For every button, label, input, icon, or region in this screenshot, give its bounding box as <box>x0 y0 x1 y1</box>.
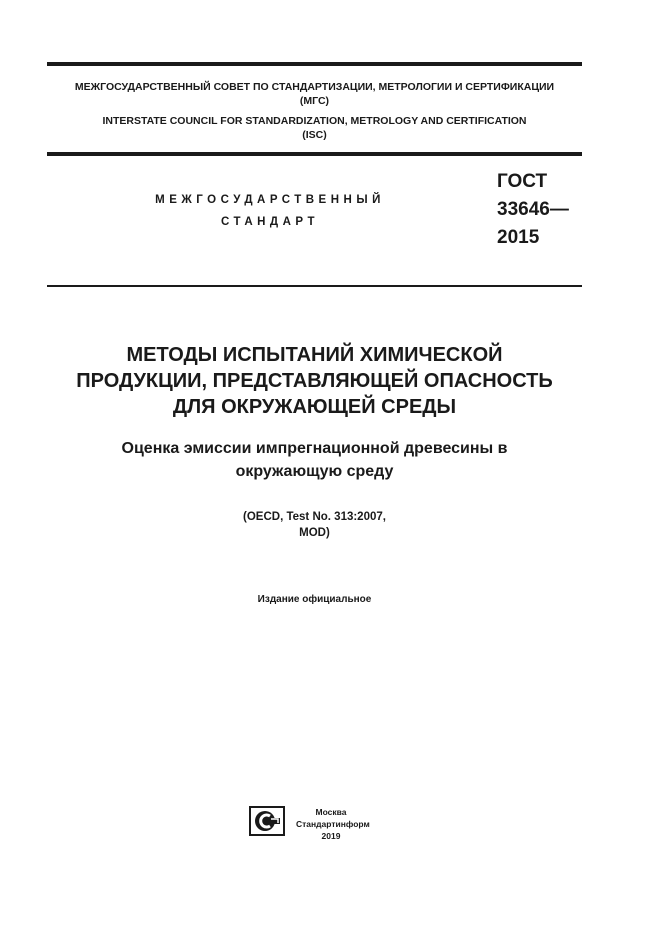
edition-note: Издание официальное <box>257 594 372 605</box>
title-line1: МЕТОДЫ ИСПЫТАНИЙ ХИМИЧЕСКОЙ <box>126 344 503 366</box>
publisher-name: Стандартинформ <box>296 819 370 829</box>
gost-designation <box>497 168 569 252</box>
standard-label <box>120 189 420 233</box>
header-bottom-rule <box>47 152 582 156</box>
gost-line3: 2015 <box>497 227 540 248</box>
council-block <box>47 80 582 142</box>
publisher-block <box>296 806 370 842</box>
council-ru-line1: МЕЖГОСУДАРСТВЕННЫЙ СОВЕТ ПО СТАНДАРТИЗАЦИИ, МЕТРОЛОГИИ И СЕРТИФИКАЦИИ <box>74 81 555 93</box>
publisher-city: Москва <box>315 807 347 817</box>
oecd-reference <box>47 509 582 541</box>
title-line2: ПРОДУКЦИИ, ПРЕДСТАВЛЯЮЩЕЙ ОПАСНОСТЬ <box>76 370 553 392</box>
reference-line2: MOD) <box>299 527 330 539</box>
title-line3: ДЛЯ ОКРУЖАЮЩЕЙ СРЕДЫ <box>172 396 457 418</box>
council-en-line2: (ISC) <box>302 129 327 141</box>
standard-label-line1: МЕЖГОСУДАРСТВЕННЫЙ <box>155 194 385 206</box>
document-title <box>47 342 582 420</box>
council-ru-line2: (МГС) <box>299 95 330 107</box>
standartinform-logo-icon <box>249 806 285 836</box>
reference-line1: (OECD, Test No. 313:2007, <box>243 511 386 523</box>
document-subtitle <box>47 437 582 483</box>
subtitle-line2: окружающую среду <box>235 463 394 480</box>
gost-line1: ГОСТ <box>497 171 548 192</box>
gost-line2: 33646— <box>497 199 569 220</box>
subtitle-line1: Оценка эмиссии импрегнационной древесины в <box>121 440 508 457</box>
top-rule <box>47 62 582 66</box>
designation-bottom-rule <box>47 285 582 287</box>
standard-label-line2: СТАНДАРТ <box>221 216 319 228</box>
council-en-line1: INTERSTATE COUNCIL FOR STANDARDIZATION, METROLOGY AND CERTIFICATION <box>102 115 527 127</box>
publisher-year: 2019 <box>321 831 341 841</box>
